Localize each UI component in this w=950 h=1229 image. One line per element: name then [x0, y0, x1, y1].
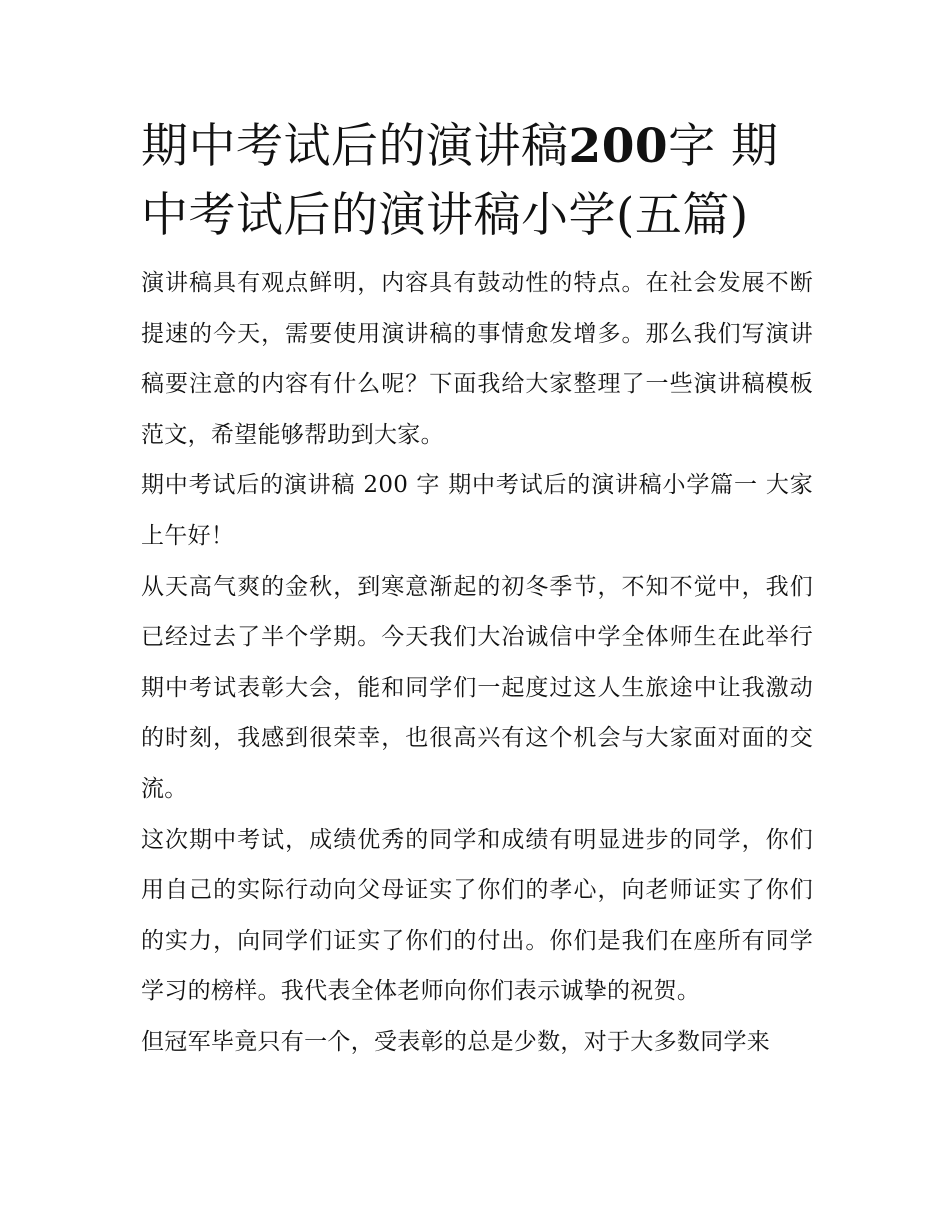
body-paragraph: 但冠军毕竟只有一个，受表彰的总是少数，对于大多数同学来: [141, 1028, 771, 1055]
section-heading-paragraph: 期中考试后的演讲稿 200 字 期中考试后的演讲稿小学篇一 大家上午好！: [141, 472, 813, 549]
intro-paragraph: 演讲稿具有观点鲜明，内容具有鼓动性的特点。在社会发展不断提速的今天，需要使用演讲稿的事情愈发增多。那么我们写演讲稿要注意的内容有什么呢？下面我给大家整理了一些演讲稿模板范文，希望能够帮助到大家。: [141, 270, 813, 448]
document-page: [141, 112, 813, 1068]
title-number: 200: [568, 119, 669, 174]
body-paragraph: 这次期中考试，成绩优秀的同学和成绩有明显进步的同学，你们用自己的实际行动向父母证实了你们的孝心，向老师证实了你们的实力，向同学们证实了你们的付出。你们是我们在座所有同学学习的榜样。我代表全体老师向你们表示诚挚的祝贺。: [141, 826, 813, 1005]
body-paragraph: 从天高气爽的金秋，到寒意渐起的初冬季节，不知不觉中，我们已经过去了半个学期。今天我们大冶诚信中学全体师生在此举行期中考试表彰大会，能和同学们一起度过这人生旅途中让我激动的时刻，我感到很荣幸，也很高兴有这个机会与大家面对面的交流。: [141, 573, 813, 802]
title-text-part1: 期中考试后的演讲稿: [141, 119, 569, 174]
title-text-part2: 字 期中考试后的演讲稿小学(五篇): [141, 119, 779, 243]
document-title: [141, 112, 813, 250]
